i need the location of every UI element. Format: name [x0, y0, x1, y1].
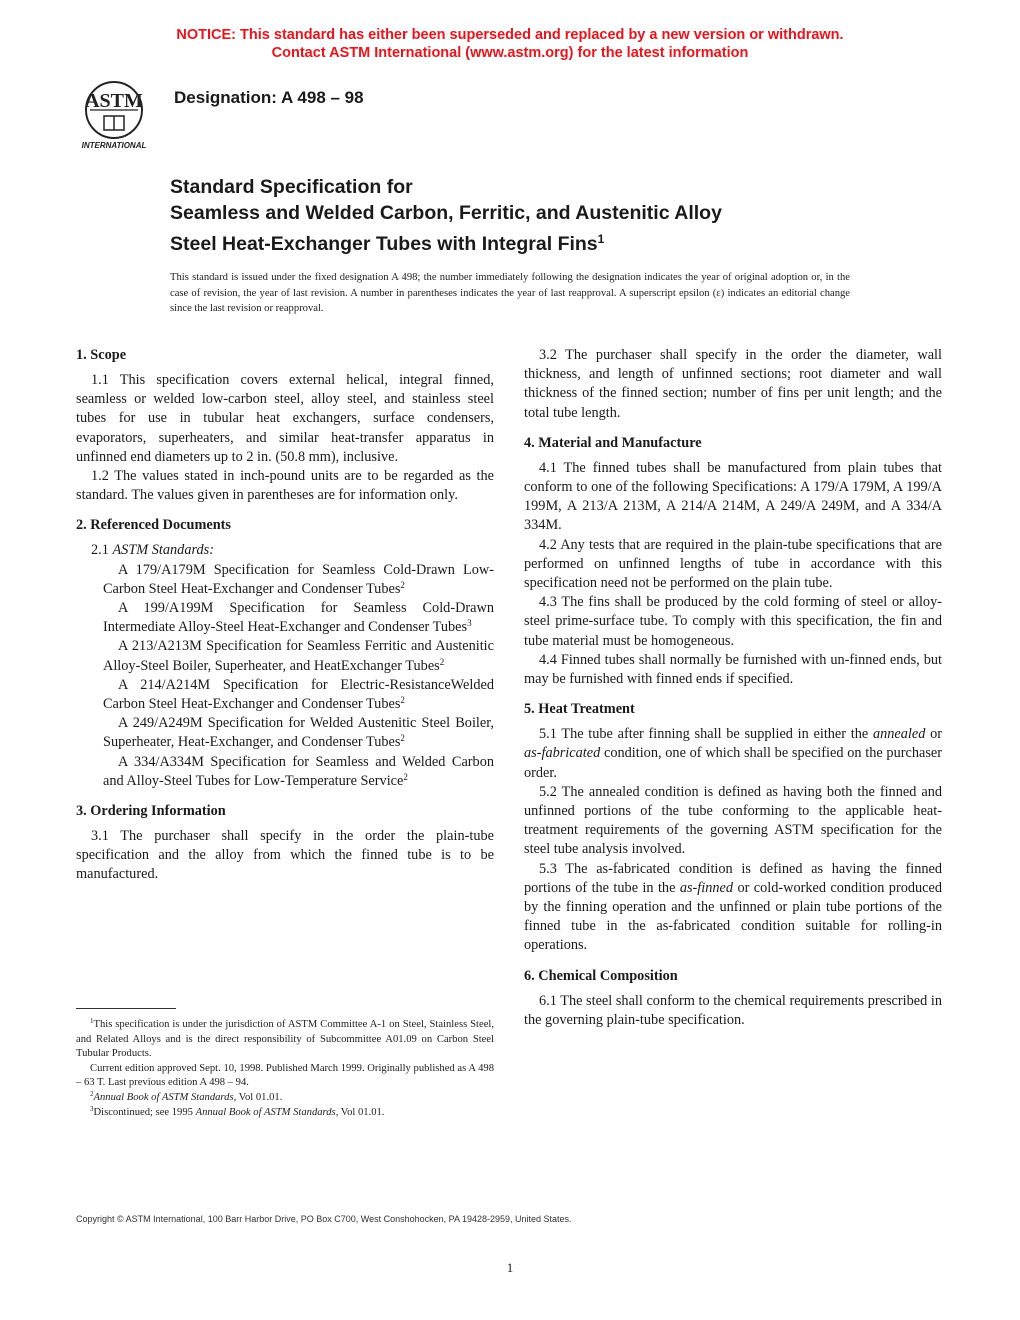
- title-line-1: Standard Specification for: [170, 176, 413, 198]
- page-number: 1: [506, 1260, 514, 1275]
- paragraph-4-3: 4.3 The fins shall be produced by the cold forming of steel or alloy-steel prime-surface tube. To comply with this specification, the fin and tube material must be homogeneous.: [524, 594, 942, 649]
- logo-text: ASTM: [85, 90, 143, 112]
- reference-a214: A 214/A214M Specification for Electric-ResistanceWelded Carbon Steel Heat-Exchanger and Condenser Tubes$^2$: [103, 676, 494, 713]
- paragraph-2-1: 2.1 ASTM Standards:: [91, 542, 214, 559]
- section-heading-scope: 1. Scope: [76, 347, 127, 363]
- reference-a179: A 179/A179M Specification for Seamless Cold-Drawn Low-Carbon Steel Heat-Exchanger and Condenser Tubes$^2$: [103, 561, 494, 597]
- paragraph-6-1: 6.1 The steel shall conform to the chemical requirements prescribed in the governing plain-tube specification.: [524, 992, 942, 1028]
- reference-a334: A 334/A334M Specification for Seamless and Welded Carbon and Alloy-Steel Tubes for Low-Temperature Service$^2$: [103, 753, 494, 789]
- left-column: [76, 346, 494, 885]
- notice-line-1: NOTICE: This standard has either been superseded and replaced by a new version or withdrawn.: [176, 27, 844, 43]
- section-heading-referenced: 2. Referenced Documents: [76, 517, 231, 534]
- section-heading-ordering: 3. Ordering Information: [76, 803, 226, 820]
- paragraph-4-1: 4.1 The finned tubes shall be manufactured from plain tubes that conform to one of the following Specifications: A 179/A 179M, A 199/A 199M, A 213/A 213M, A 214/A 214M, A 249/A 249M, and A 334/A 334M.: [524, 459, 942, 534]
- reference-a213: A 213/A213M Specification for Seamless Ferritic and Austenitic Alloy-Steel Boiler, Superheater, and HeatExchanger Tubes$^2$: [103, 638, 494, 674]
- footnote-1-edition: Current edition approved Sept. 10, 1998. Published March 1999. Originally published as A 498 – 63 T. Last previous edition A 498 – 94.: [76, 1062, 494, 1089]
- title-line-2: Seamless and Welded Carbon, Ferritic, and Austenitic Alloy: [170, 202, 722, 224]
- copyright: Copyright © ASTM International, 100 Barr Harbor Drive, PO Box C700, West Conshohocken, PA 19428-2959, United States.: [76, 1214, 572, 1224]
- paragraph-1-1: 1.1 This specification covers external helical, integral finned, seamless or welded low-carbon steel, alloy steel, and stainless steel tubes for use in tubular heat exchangers, surface condensers, evaporators, superheaters, and similar heat-transfer apparatus in unfinned end diameters up to 2 in. (50.8 mm), inclusive.: [76, 372, 494, 465]
- paragraph-3-1: 3.1 The purchaser shall specify in the order the plain-tube specification and the alloy from which the finned tube is to be manufactured.: [76, 828, 494, 883]
- section-heading-heat: 5. Heat Treatment: [524, 701, 635, 718]
- footnote-2: $^2$Annual Book of ASTM Standards, Vol 01.01.: [90, 1089, 283, 1103]
- paragraph-3-2: 3.2 The purchaser shall specify in the order the diameter, wall thickness, and length of unfinned sections; root diameter and wall thickness of the finned section; number of fins per unit length; and the total tube length.: [524, 347, 942, 421]
- footnote-1: $^1$This specification is under the jurisdiction of ASTM Committee A-1 on Steel, Stainless Steel, and Related Alloys and is the direct responsibility of Subcommittee A01.09 on Carbon Steel Tubular Products.: [76, 1017, 494, 1060]
- section-heading-material: 4. Material and Manufacture: [524, 434, 702, 451]
- footnotes: [76, 1018, 494, 1120]
- right-column: [524, 346, 942, 1030]
- paragraph-5-1: 5.1 The tube after finning shall be supplied in either the annealed or as-fabricated condition, one of which shall be specified on the purchaser order.: [524, 726, 942, 781]
- paragraph-5-3: 5.3 The as-fabricated condition is defined as having the finned portions of the tube in the as-finned or cold-worked condition produced by the finning operation and the unfinned or plain tube portions of the finned tube in the as-fabricated condition suitable for rolling-in operations.: [524, 860, 942, 954]
- notice-line-2: Contact ASTM International (www.astm.org) for the latest information: [271, 45, 749, 61]
- supersede-notice: [0, 26, 1020, 62]
- astm-logo-icon: [70, 76, 162, 152]
- paragraph-4-2: 4.2 Any tests that are required in the plain-tube specifications that are performed on unfinned lengths of tube in accordance with this specification need not be performed on the plain tube.: [524, 536, 942, 592]
- logo-subtitle: INTERNATIONAL: [81, 141, 147, 150]
- footnote-divider: [76, 1008, 176, 1009]
- paragraph-1-2: 1.2 The values stated in inch-pound units are to be regarded as the standard. The values given in parentheses are for information only.: [76, 468, 494, 504]
- title-line-3: Steel Heat-Exchanger Tubes with Integral Fins$^1$: [170, 232, 605, 255]
- section-heading-chemical: 6. Chemical Composition: [524, 967, 678, 984]
- title-footnote-mark: 1: [597, 232, 605, 246]
- reference-a249: A 249/A249M Specification for Welded Austenitic Steel Boiler, Superheater, Heat-Exchanger, and Condenser Tubes$^2$: [103, 715, 494, 751]
- issued-note: This standard is issued under the fixed designation A 498; the number immediately following the designation indicates the year of original adoption or, in the case of revision, the year of last revision. A number in parentheses indicates the year of last reapproval. A superscript epsilon (ε) indicates an editorial change since the last revision or reapproval.: [170, 272, 850, 314]
- paragraph-5-2: 5.2 The annealed condition is defined as having both the finned and unfinned portions of the tube conforming to the applicable heat-treatment requirements of the governing ASTM specification for the steel tube analysis involved.: [524, 783, 942, 858]
- designation: Designation: A 498 – 98: [174, 88, 364, 107]
- paragraph-4-4: 4.4 Finned tubes shall normally be furnished with un-finned ends, but may be furnished with finned ends if specified.: [524, 651, 942, 688]
- reference-a199: A 199/A199M Specification for Seamless Cold-Drawn Intermediate Alloy-Steel Heat-Exchanger and Condenser Tubes$^3$: [103, 600, 494, 636]
- document-title: [170, 174, 890, 257]
- footnote-3: $^3$Discontinued; see 1995 Annual Book of ASTM Standards, Vol 01.01.: [90, 1104, 385, 1118]
